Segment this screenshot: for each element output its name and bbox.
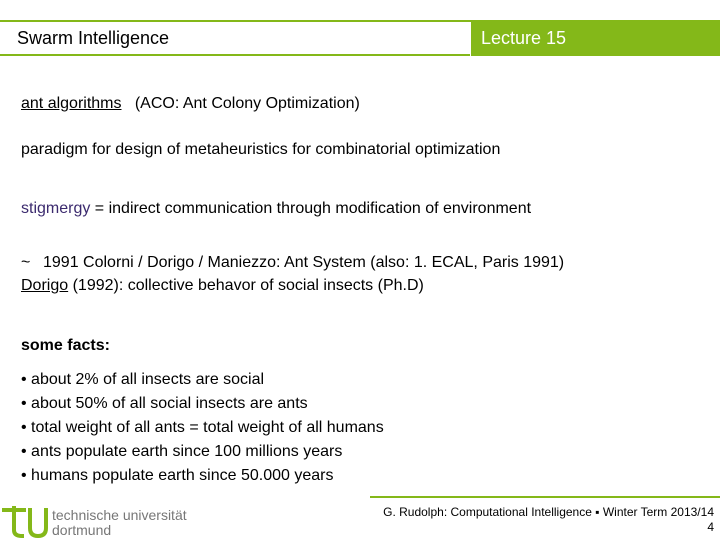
history-text: 1991 Colorni / Dorigo / Maniezzo: Ant System (also: 1. ECAL, Paris 1991) [43,254,565,271]
footer-rule [370,496,720,498]
header-rule-bottom [0,54,470,56]
stigmergy-definition: = indirect communication through modification of environment [90,200,532,217]
course-title: Swarm Intelligence [17,28,170,48]
fact-item: • about 50% of all social insects are ants [21,395,308,412]
fact-item: • total weight of all ants = total weight of all humans [21,419,384,436]
dorigo-name: Dorigo [21,277,69,294]
fact-item: • humans populate earth since 50.000 years [21,467,334,484]
footer-citation [383,505,714,535]
fact-item: • about 2% of all insects are social [21,371,265,388]
approx-symbol: ~ [21,254,31,271]
dorigo-line [21,276,424,296]
facts-list [21,368,384,488]
line-ant-algorithms [21,94,360,114]
citation-text: G. Rudolph: Computational Intelligence ▪ Winter Term 2013/14 [383,505,714,519]
dorigo-text: (1992): collective behavor of social insects (Ph.D) [68,277,424,294]
fact-item: • ants populate earth since 100 millions years [21,443,343,460]
stigmergy-term: stigmergy [21,200,91,217]
stigmergy-line [21,199,531,219]
lecture-box [471,20,720,56]
ant-algorithms-term: ant algorithms [21,95,122,112]
facts-heading: some facts: [21,337,110,354]
lecture-label: Lecture 15 [481,28,567,48]
page-number: 4 [707,520,714,534]
history-line [21,253,564,273]
slide-header [0,0,720,56]
university-name [52,508,187,538]
aco-definition: (ACO: Ant Colony Optimization) [134,95,360,112]
paradigm-line: paradigm for design of metaheuristics for combinatorial optimization [21,141,501,158]
university-line2: dortmund [52,522,112,538]
university-line1: technische universität [52,507,187,523]
